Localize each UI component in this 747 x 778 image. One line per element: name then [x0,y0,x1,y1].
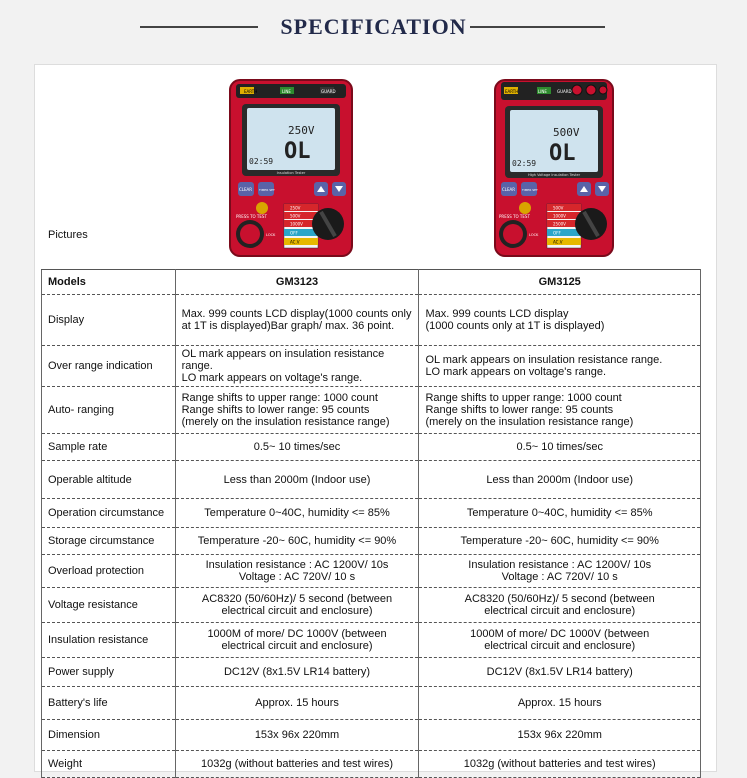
device1-lock-label: LOCK [266,233,276,237]
device1-test-button [240,224,260,244]
cell-gm3125: 0.5~ 10 times/sec [419,434,701,461]
header-line-right [470,26,605,28]
row-label: Storage circumstance [42,528,176,555]
device2-lcd-main: OL [549,141,576,166]
table-row [42,687,701,720]
row-label: Auto- ranging [42,387,176,434]
device1-press-label: PRESS TO TEST [236,214,267,219]
row-label: Voltage resistance [42,588,176,623]
cell-gm3123: Max. 999 counts LCD display(1000 counts only at 1T is displayed)Bar graph/ max. 36 point. [175,295,419,346]
cell-gm3123: Temperature 0~40C, humidity <= 85% [175,499,419,528]
table-row [42,434,701,461]
row-label: Dimension [42,720,176,751]
cell-gm3125: Temperature 0~40C, humidity <= 85% [419,499,701,528]
device1-top-label-earth: EARTH [244,89,258,94]
cell-gm3123: Less than 2000m (Indoor use) [175,461,419,499]
row-label: Sample rate [42,434,176,461]
device1-range-off: OFF [290,230,298,236]
device-gm3123-image [228,78,354,258]
device1-clear-label: CLEAR [239,187,253,192]
table-row [42,346,701,387]
device1-range-1: 250V [290,205,301,211]
table-row [42,295,701,346]
device1-lcd-value: 250V [288,124,315,137]
cell-gm3125: Temperature -20~ 60C, humidity <= 90% [419,528,701,555]
device1-top-label-guard: GUARD [321,89,336,94]
device1-range-2: 500V [290,213,301,219]
cell-gm3125: Less than 2000m (Indoor use) [419,461,701,499]
device1-lcd-main: OL [284,139,311,164]
row-label: Operable altitude [42,461,176,499]
cell-gm3123: 0.5~ 10 times/sec [175,434,419,461]
device1-range-acv: AC.V [290,239,300,245]
row-label: Display [42,295,176,346]
table-row [42,588,701,623]
device1-lcd-time: 02:59 [249,157,274,166]
table-row [42,555,701,588]
device2-range-off: OFF [553,230,561,236]
header [0,0,747,58]
cell-gm3125: Max. 999 counts LCD display (1000 counts only at 1T is displayed) [419,295,701,346]
cell-gm3125: DC12V (8x1.5V LR14 battery) [419,658,701,687]
table-row [42,720,701,751]
cell-gm3123: Approx. 15 hours [175,687,419,720]
cell-gm3123: OL mark appears on insulation resistance range. LO mark appears on voltage's range. [175,346,419,387]
device2-top-label-guard: GUARD [557,89,572,94]
row-label: Models [42,270,176,295]
cell-gm3123: 1032g (without batteries and test wires) [175,751,419,778]
cell-gm3125: AC8320 (50/60Hz)/ 5 second (between electrical circuit and enclosure) [419,588,701,623]
cell-gm3123: AC8320 (50/60Hz)/ 5 second (between electrical circuit and enclosure) [175,588,419,623]
cell-gm3123: Range shifts to upper range: 1000 count Range shifts to lower range: 95 counts (merely on the insulation resistance range) [175,387,419,434]
row-label: Battery's life [42,687,176,720]
pictures-label: Pictures [48,229,88,241]
cell-gm3125: 1000M of more/ DC 1000V (between electrical circuit and enclosure) [419,623,701,658]
device2-timer-label: TIMER SET [522,188,538,192]
spec-table [41,269,701,778]
device2-test-button [503,224,523,244]
cell-gm3125: Approx. 15 hours [419,687,701,720]
cell-gm3123: 153x 96x 220mm [175,720,419,751]
table-row [42,528,701,555]
device2-top-label-line: LINE [538,89,547,94]
page-title: SPECIFICATION [280,14,467,39]
cell-gm3125: OL mark appears on insulation resistance range. LO mark appears on voltage's range. [419,346,701,387]
cell-gm3123: Temperature -20~ 60C, humidity <= 90% [175,528,419,555]
device2-logo-icon [519,202,531,214]
row-label: Operation circumstance [42,499,176,528]
cell-gm3123: 1000M of more/ DC 1000V (between electrical circuit and enclosure) [175,623,419,658]
cell-gm3125: GM3125 [419,270,701,295]
table-row [42,658,701,687]
table-row [42,461,701,499]
device2-brand: High Voltage Insulation Tester [527,173,581,177]
device1-logo-icon [256,202,268,214]
cell-gm3125: 1032g (without batteries and test wires) [419,751,701,778]
row-label: Weight [42,751,176,778]
device2-range-1: 500V [553,205,564,211]
cell-gm3123: GM3123 [175,270,419,295]
cell-gm3125: 153x 96x 220mm [419,720,701,751]
device2-range-acv: AC.V [553,239,563,245]
device-gm3125-image [493,78,615,258]
cell-gm3125: Range shifts to upper range: 1000 count Range shifts to lower range: 95 counts (merely on the insulation resistance range) [419,387,701,434]
device2-press-label: PRESS TO TEST [499,214,530,219]
row-label: Over range indication [42,346,176,387]
device2-range-2: 1000V [553,213,566,219]
row-label: Power supply [42,658,176,687]
cell-gm3123: DC12V (8x1.5V LR14 battery) [175,658,419,687]
cell-gm3125: Insulation resistance : AC 1200V/ 10s Voltage : AC 720V/ 10 s [419,555,701,588]
table-row [42,270,701,295]
device2-range-3: 2500V [553,221,566,227]
table-row [42,499,701,528]
device2-top-label-earth: EARTH [505,89,519,94]
table-row [42,387,701,434]
device1-range-3: 1000V [290,221,303,227]
table-row [42,623,701,658]
cell-gm3123: Insulation resistance : AC 1200V/ 10s Voltage : AC 720V/ 10 s [175,555,419,588]
device2-clear-label: CLEAR [502,187,516,192]
device1-brand: Insulation Tester [276,171,306,175]
row-label: Overload protection [42,555,176,588]
table-row [42,751,701,778]
device2-lcd-value: 500V [553,126,580,139]
device1-timer-label: TIMER SET [259,188,275,192]
device2-lock-label: LOCK [529,233,539,237]
device1-top-label-line: LINE [282,89,291,94]
device2-lcd-time: 02:59 [512,159,537,168]
row-label: Insulation resistance [42,623,176,658]
